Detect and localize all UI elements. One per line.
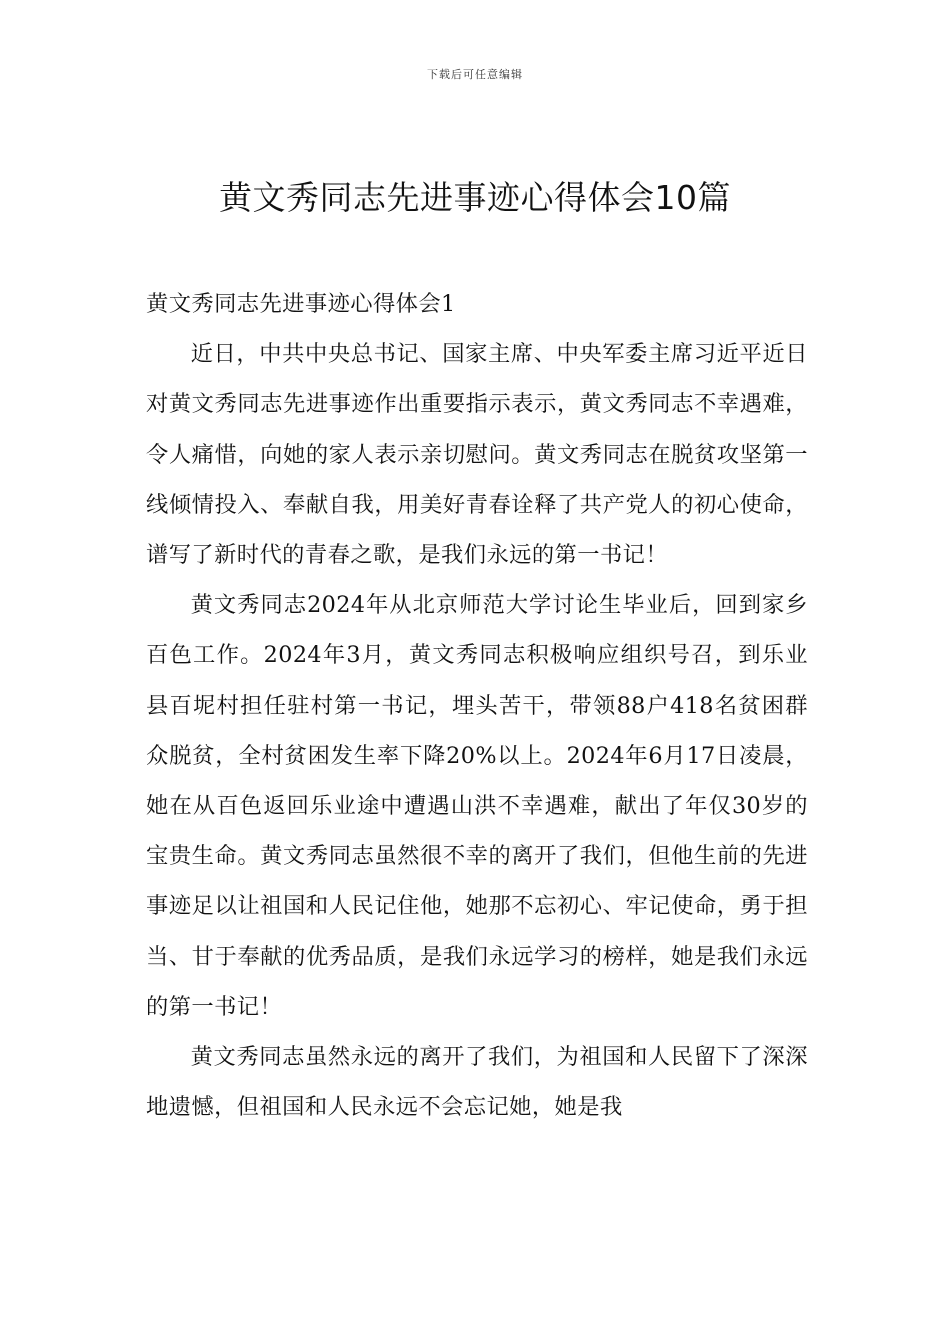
paragraph-1: 近日，中共中央总书记、国家主席、中央军委主席习近平近日对黄文秀同志先进事迹作出重要指示表示，黄文秀同志不幸遇难，令人痛惜，向她的家人表示亲切慰问。黄文秀同志在脱贫攻坚第一线倾情投入、奉献自我，用美好青春诠释了共产党人的初心使命，谱写了新时代的青春之歌，是我们永远的第一书记！ xyxy=(146,341,808,569)
header-note: 下载后可任意编辑 xyxy=(427,68,523,81)
section-heading: 黄文秀同志先进事迹心得体会1 xyxy=(146,291,456,317)
document-title: 黄文秀同志先进事迹心得体会10篇 xyxy=(219,178,731,217)
document-body xyxy=(146,279,808,1132)
paragraph-2: 黄文秀同志2024年从北京师范大学讨论生毕业后，回到家乡百色工作。2024年3月，黄文秀同志积极响应组织号召，到乐业县百坭村担任驻村第一书记，埋头苦干，带领88户418名贫困群众脱贫，全村贫困发生率下降20%以上。2024年6月17日凌晨，她在从百色返回乐业途中遭遇山洪不幸遇难，献出了年仅30岁的宝贵生命。黄文秀同志虽然很不幸的离开了我们，但他生前的先进事迹足以让祖国和人民记住他，她那不忘初心、牢记使命，勇于担当、甘于奉献的优秀品质，是我们永远学习的榜样，她是我们永远的第一书记！ xyxy=(146,592,808,1020)
paragraph-3: 黄文秀同志虽然永远的离开了我们，为祖国和人民留下了深深地遗憾，但祖国和人民永远不会忘记她，她是我 xyxy=(146,1044,808,1121)
